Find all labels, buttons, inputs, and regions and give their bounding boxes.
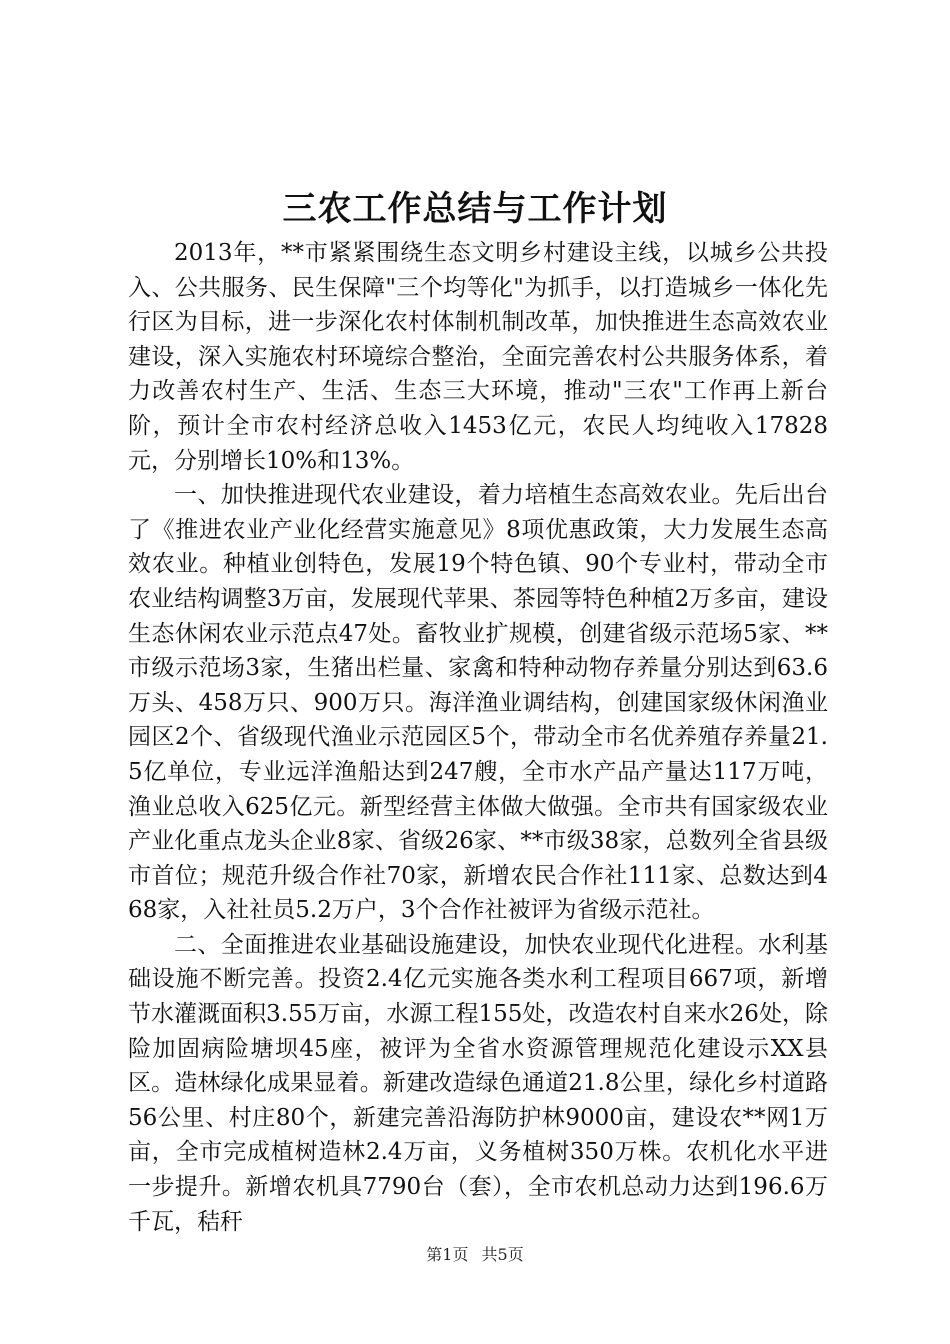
paragraph-intro: 2013年，**市紧紧围绕生态文明乡村建设主线，以城乡公共投入、公共服务、民生保障"三个均等化"为抓手，以打造城乡一体化先行区为目标，进一步深化农村体制机制改革，加快推进生态高效农业建设，深入实施农村环境综合整治，全面完善农村公共服务体系，着力改善农村生产、生活、生态三大环境，推动"三农"工作再上新台阶，预计全市农村经济总收入1453亿元，农民人均纯收入17828元，分别增长10%和13%。 — [128, 240, 828, 474]
page-footer — [0, 1244, 950, 1266]
paragraph-section-1: 一、加快推进现代农业建设，着力培植生态高效农业。先后出台了《推进农业产业化经营实施意见》8项优惠政策，大力发展生态高效农业。种植业创特色，发展19个特色镇、90个专业村，带动全市农业结构调整3万亩，发展现代苹果、茶园等特色种植2万多亩，建设生态休闲农业示范点47处。畜牧业扩规模，创建省级示范场5家、**市级示范场3家，生猪出栏量、家禽和特种动物存养量分别达到63.6万头、458万只、900万只。海洋渔业调结构，创建国家级休闲渔业园区2个、省级现代渔业示范园区5个，带动全市名优养殖存养量21.5亿单位，专业远洋渔船达到247艘，全市水产品产量达117万吨，渔业总收入625亿元。新型经营主体做大做强。全市共有国家级农业产业化重点龙头企业8家、省级26家、**市级38家，总数列全省县级市首位；规范升级合作社70家，新增农民合作社111家、总数达到468家，入社社员5.2万户，3个合作社被评为省级示范社。 — [128, 482, 828, 924]
page-number: 第1页 — [426, 1245, 469, 1264]
document-body — [128, 236, 828, 1239]
page-total: 共5页 — [481, 1245, 524, 1264]
paragraph-section-2: 二、全面推进农业基础设施建设，加快农业现代化进程。水利基础设施不断完善。投资2.4亿元实施各类水利工程项目667项，新增节水灌溉面积3.55万亩，水源工程155处，改造农村自来水26处，除险加固病险塘坝45座，被评为全省水资源管理规范化建设示XX县区。造林绿化成果显着。新建改造绿色通道21.8公里，绿化乡村道路56公里、村庄80个，新建完善沿海防护林9000亩，建设农**网1万亩，全市完成植树造林2.4万亩，义务植树350万株。农机化水平进一步提升。新增农机具7790台（套），全市农机总动力达到196.6万千瓦，秸秆 — [128, 931, 828, 1235]
document-title: 三农工作总结与工作计划 — [282, 189, 668, 229]
